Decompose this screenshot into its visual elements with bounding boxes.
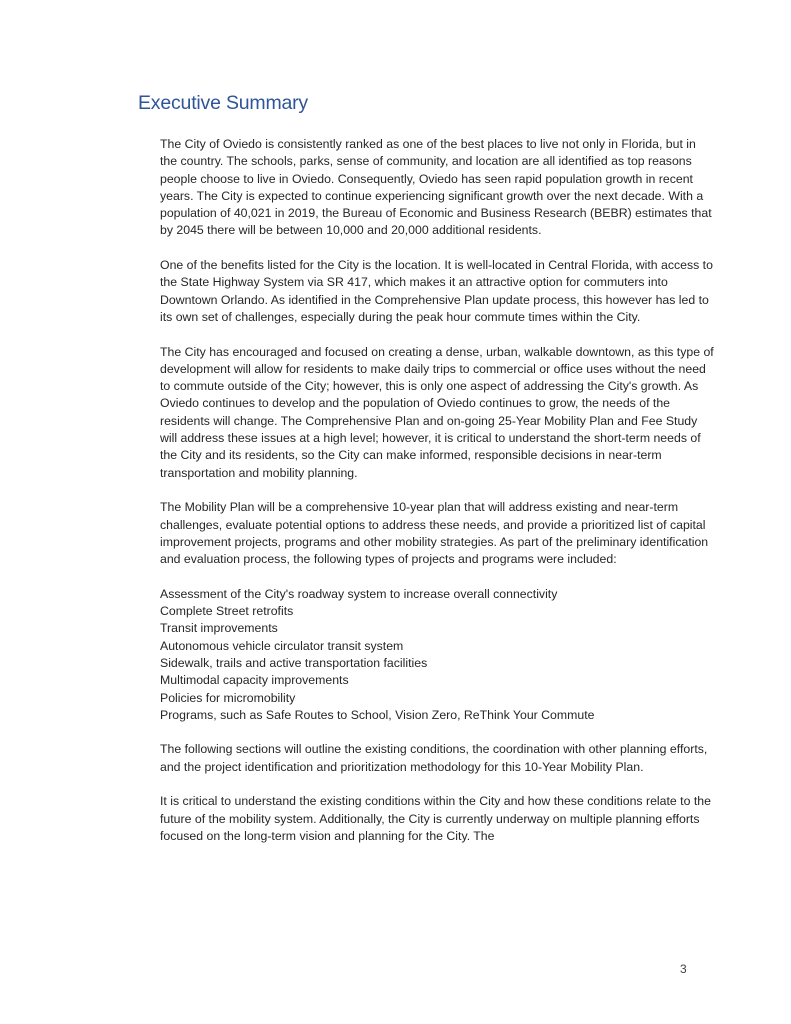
page-number: 3 (680, 962, 687, 976)
list-item: Autonomous vehicle circulator transit system (160, 638, 404, 653)
paragraph-location: One of the benefits listed for the City is the location. It is well-located in Central Florida, with access to the State Highway System via SR 417, which makes it an attractive option for commuters into Downtown Orlando. As identified in the Comprehensive Plan update process, this however has led to its own set of challenges, especially during the peak hour commute times within the City. (160, 258, 713, 324)
paragraph-sections-outline: The following sections will outline the existing conditions, the coordination with other planning efforts, and the project identification and prioritization methodology for this 10-Year Mobility Plan. (160, 742, 708, 774)
paragraph-downtown: The City has encouraged and focused on creating a dense, urban, walkable downtown, as this type of development will allow for residents to make daily trips to commercial or office uses without the need to commute outside of the City; however, this is only one aspect of addressing the City's growth. As Oviedo continues to develop and the population of Oviedo continues to grow, the needs of the residents will change. The Comprehensive Plan and on-going 25-Year Mobility Plan and Fee Study will address these issues at a high level; however, it is critical to understand the short-term needs of the City and its residents, so the City can make informed, responsible decisions in near-term transportation and mobility planning. (160, 344, 714, 480)
paragraph-mobility-plan: The Mobility Plan will be a comprehensive 10-year plan that will address existing and near-term challenges, evaluate potential options to address these needs, and provide a prioritized list of capital improvement projects, programs and other mobility strategies. As part of the preliminary identification and evaluation process, the following types of projects and programs were included: (160, 500, 709, 567)
list-item: Complete Street retrofits (160, 604, 294, 619)
paragraph-existing-conditions: It is critical to understand the existing conditions within the City and how these conditions relate to the future of the mobility system. Additionally, the City is currently underway on multiple planning efforts focused on the long-term vision and planning for the City. The (160, 794, 711, 843)
list-item: Sidewalk, trails and active transportation facilities (160, 655, 428, 670)
list-item: Multimodal capacity improvements (160, 673, 349, 688)
list-item: Programs, such as Safe Routes to School, Vision Zero, ReThink Your Commute (160, 707, 595, 722)
paragraph-intro: The City of Oviedo is consistently ranked as one of the best places to live not only in Florida, but in the country. The schools, parks, sense of community, and location are all identified as top reasons people choose to live in Oviedo. Consequently, Oviedo has seen rapid population growth in recent years. The City is expected to continue experiencing significant growth over the next decade. With a population of 40,021 in 2019, the Bureau of Economic and Business Research (BEBR) estimates that by 2045 there will be between 10,000 and 20,000 additional residents. (160, 137, 712, 238)
section-heading: Executive Summary (138, 92, 308, 114)
body-text (160, 136, 715, 862)
list-item: Assessment of the City's roadway system to increase overall connectivity (160, 586, 558, 601)
list-item: Policies for micromobility (160, 690, 296, 705)
project-types-list (160, 586, 715, 724)
list-item: Transit improvements (160, 621, 278, 636)
